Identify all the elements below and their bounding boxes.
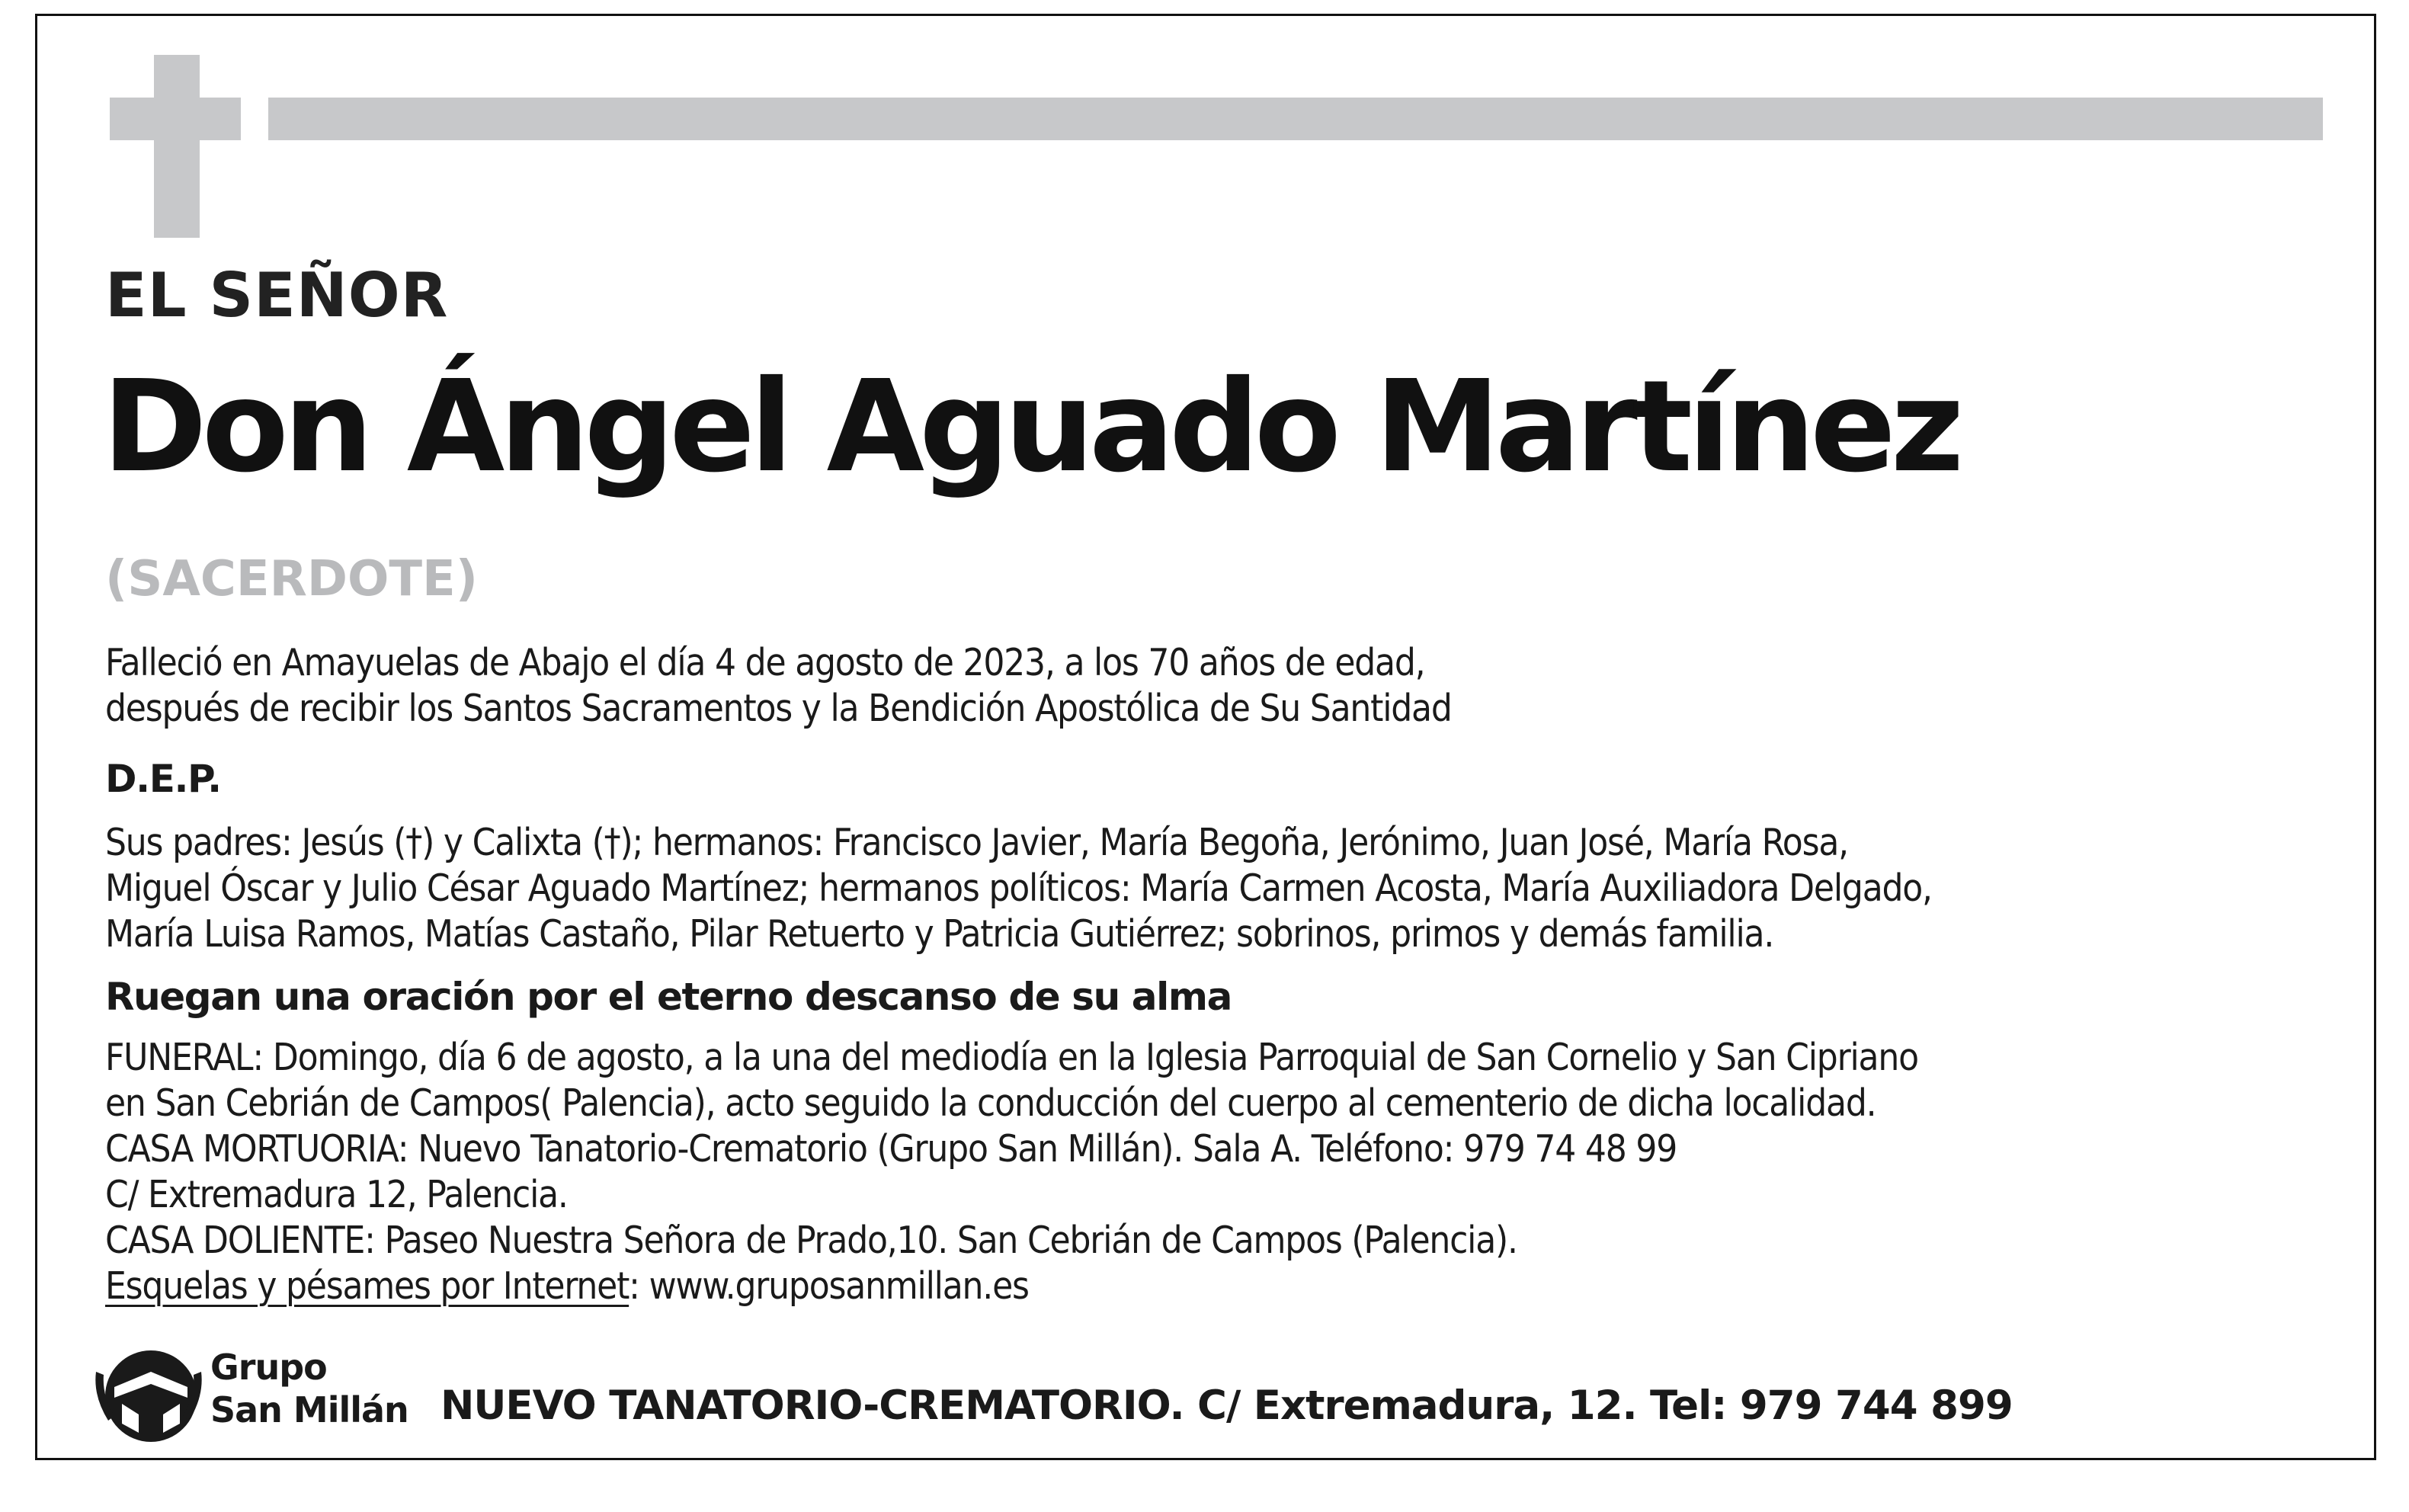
details-line: CASA MORTUORIA: Nuevo Tanatorio-Crematorio (Grupo San Millán). Sala A. Teléfono: 979 74 48 99 bbox=[105, 1127, 1677, 1171]
footer-address: NUEVO TANATORIO-CREMATORIO. C/ Extremadura, 12. Tel: 979 744 899 bbox=[440, 1382, 2013, 1429]
funeral-details bbox=[105, 1035, 1918, 1309]
details-line: C/ Extremadura 12, Palencia. bbox=[105, 1173, 568, 1216]
deceased-role: (SACERDOTE) bbox=[105, 551, 478, 607]
grupo-san-millan-logo-icon bbox=[91, 1341, 206, 1448]
details-line: FUNERAL: Domingo, día 6 de agosto, a la una del mediodía en la Iglesia Parroquial de San Cornelio y San Cipriano bbox=[105, 1036, 1918, 1079]
logo-text bbox=[210, 1346, 408, 1431]
death-notice-line: después de recibir los Santos Sacramentos y la Bendición Apostólica de Su Santidad bbox=[105, 687, 1452, 730]
cross-icon-arm bbox=[110, 98, 241, 140]
internet-label[interactable]: Esquelas y pésames por Internet bbox=[105, 1264, 629, 1308]
death-notice-line: Falleció en Amayuelas de Abajo el día 4 de agosto de 2023, a los 70 años de edad, bbox=[105, 641, 1425, 684]
deceased-name: Don Ángel Aguado Martínez bbox=[102, 354, 1959, 501]
family-line: Miguel Óscar y Julio César Aguado Martínez; hermanos políticos: María Carmen Acosta, María Auxiliadora Delgado, bbox=[105, 867, 1932, 910]
family-line: Sus padres: Jesús (†) y Calixta (†); hermanos: Francisco Javier, María Begoña, Jerónimo, Juan José, María Rosa, bbox=[105, 821, 1848, 864]
family-line: María Luisa Ramos, Matías Castaño, Pilar Retuerto y Patricia Gutiérrez; sobrinos, primos y demás familia. bbox=[105, 912, 1774, 956]
family-list bbox=[105, 820, 1932, 957]
rip-label: D.E.P. bbox=[105, 757, 221, 801]
prayer-request: Ruegan una oración por el eterno descanso de su alma bbox=[105, 975, 1232, 1019]
internet-url[interactable]: : www.gruposanmillan.es bbox=[629, 1264, 1029, 1308]
logo-text-line: San Millán bbox=[210, 1389, 408, 1430]
details-line: CASA DOLIENTE: Paseo Nuestra Señora de Prado,10. San Cebrián de Campos (Palencia). bbox=[105, 1219, 1517, 1262]
internet-line bbox=[105, 1264, 1918, 1309]
logo-text-line: Grupo bbox=[210, 1347, 327, 1388]
honorific-title: EL SEÑOR bbox=[105, 260, 449, 331]
death-notice bbox=[105, 640, 1452, 732]
header-rule bbox=[268, 98, 2323, 140]
cross-icon bbox=[154, 55, 200, 238]
details-line: en San Cebrián de Campos( Palencia), acto seguido la conducción del cuerpo al cementerio de dicha localidad. bbox=[105, 1081, 1876, 1125]
